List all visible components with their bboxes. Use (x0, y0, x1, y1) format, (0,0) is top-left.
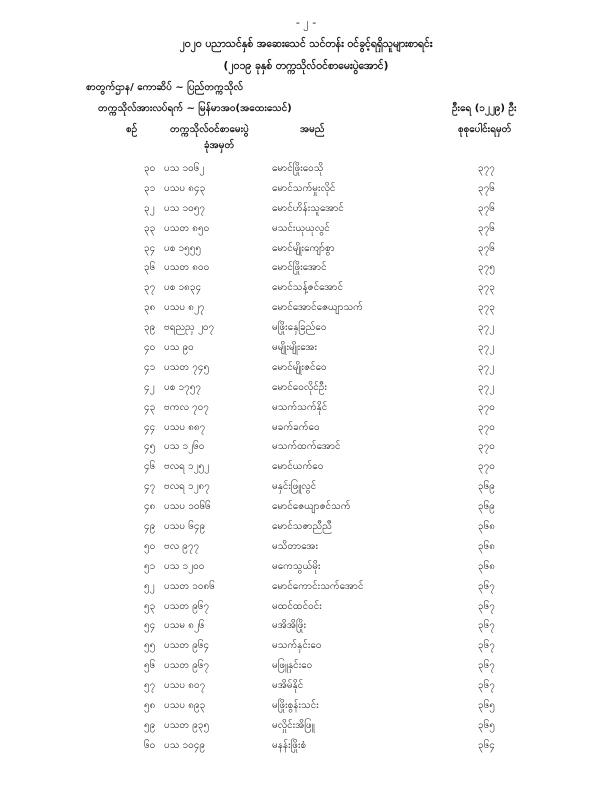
table-row (0, 300, 612, 320)
total-score: ၃၇၀ (478, 421, 495, 433)
row-number: ၄၅ (144, 441, 156, 453)
roll-number: ဗလရ ၁၂၈၇ (164, 481, 210, 493)
row-number: ၃၉ (144, 322, 156, 334)
table-row (0, 499, 612, 519)
total-score: ၃၇၂ (478, 381, 495, 393)
table-row (0, 738, 612, 758)
total-score: ၃၇၂ (478, 361, 495, 373)
candidate-name: မောင်သဇာညီညီ (272, 521, 332, 533)
total-score: ၃၆၄ (478, 739, 495, 751)
candidate-name: မောင်ကောင်းသက်အောင် (272, 580, 364, 592)
table-row (0, 181, 612, 201)
row-number: ၄၃ (144, 401, 156, 413)
roll-number: ပသ ၁၂၆၀ (164, 441, 205, 453)
table-row (0, 280, 612, 300)
table-row (0, 221, 612, 241)
total-score: ၃၇၅ (478, 262, 495, 274)
candidate-name: မောင်ဖြိုးအောင် (272, 262, 327, 274)
candidate-name: မသက်သက်နိုင် (272, 401, 328, 413)
table-row (0, 459, 612, 479)
total-score: ၃၇၀ (478, 401, 495, 413)
candidate-name: မောင်ဝေလိုင်ဦး (272, 381, 327, 393)
candidate-name: မသင်းယုယုလွင် (272, 222, 330, 234)
table-row (0, 539, 612, 559)
candidate-name: မခက်ခက်ဝေ (272, 421, 320, 433)
total-score: ၃၇၆ (478, 202, 495, 214)
row-number: ၃၆ (144, 262, 156, 274)
table-row (0, 360, 612, 380)
table-row (0, 658, 612, 678)
column-header-score: စုစုပေါင်းရမှတ် (458, 124, 512, 135)
candidate-name: မသက်ထက်အောင် (272, 441, 341, 453)
total-score: ၃၆၈ (478, 560, 495, 572)
roll-number: ပသ ၁၀၄၉ (164, 739, 206, 751)
total-score: ၃၆၉ (478, 501, 495, 513)
total-score: ၃၇၀ (478, 441, 495, 453)
table-row (0, 201, 612, 221)
table-row (0, 320, 612, 340)
table-row (0, 479, 612, 499)
roll-number: ပသတ ၇၄၅ (164, 361, 210, 373)
document-title: ၂၀၂၀ ပညာသင်နှစ် အဆေးသေင် သင်တန်း ဝင်ခွင့်ရရှိသူများစာရင်း (179, 38, 433, 50)
candidate-name: မအိအိဖြိုး (272, 620, 307, 632)
roll-number: ပသတ ၈၅၀ (164, 222, 210, 234)
candidate-name: မဖြူနှင်းဝေ (272, 660, 313, 672)
total-score: ၃၆၇ (478, 640, 495, 652)
row-number: ၅၇ (144, 680, 156, 692)
roll-number: ပသ ၁၀၆၂ (164, 163, 205, 174)
total-score: ၃၆၇ (478, 600, 495, 612)
roll-number: ပသပ ၈၈၇ (164, 421, 206, 433)
candidate-name: မမျိုးမျိုးအေး (272, 342, 318, 354)
roll-number: ပသပ ၆၄၉ (164, 521, 206, 533)
total-score: ၃၆၅ (478, 719, 495, 731)
table-row (0, 559, 612, 579)
total-score: ၃၇၆ (478, 222, 495, 234)
table-row (0, 718, 612, 738)
candidate-name: မောင်ဖြိုးဝေသို (272, 163, 324, 174)
candidate-name: မောင်မျိုးကျော်စွာ (272, 242, 335, 254)
total-score: ၃၇၆ (478, 242, 495, 254)
roll-number: ဗလ ၉၇၇ (164, 540, 200, 552)
table-row (0, 599, 612, 619)
roll-number: ပသပ ၈၂၇ (164, 302, 205, 314)
roll-number: ပသပ ၈၉၃ (164, 700, 206, 712)
total-score: ၃၇၆ (478, 182, 495, 194)
candidate-name: မောင်ယက်ဝေ (272, 461, 324, 473)
table-row (0, 340, 612, 360)
table-row (0, 579, 612, 599)
roll-number: ဗရညညှ ၂၀၇ (164, 322, 215, 334)
row-number: ၄၁ (144, 361, 156, 373)
candidate-name: မနန်းဖြိုးစံ (272, 739, 307, 751)
row-number: ၃၄ (144, 242, 156, 254)
roll-number: ပသတ ၉၆၇ (164, 600, 210, 612)
roll-number: ပသတ ၈၀၀ (164, 262, 210, 274)
row-number: ၅၁ (144, 560, 156, 572)
candidate-name: မထင်ထင်ဝင်း (272, 600, 322, 612)
total-score: ၃၆၈ (478, 521, 495, 533)
column-header-roll: တက္ကသိုလ်ဝင်စာမေးပွဲ (170, 124, 249, 135)
table-row (0, 678, 612, 698)
candidate-name: မောင်အောင်ဇေယျာသက် (272, 302, 363, 314)
candidate-name: မနှင်းဖြူလွင် (272, 481, 317, 493)
roll-number: ပသ ၁၂၀၀ (164, 560, 205, 572)
document-subtitle: (၂၀၁၉ ခုနှစ် တက္ကသိုလ်ဝင်စာမေးပွဲအောင်) (223, 60, 389, 72)
roll-number: ပသတ ၉၃၅ (164, 719, 210, 731)
candidate-name: မောင်မျိုးဇင်ဝေ (272, 361, 327, 373)
row-number: ၆၀ (144, 739, 156, 751)
table-row (0, 241, 612, 261)
roll-number: ပသတ ၁၀၈၆ (164, 580, 215, 592)
total-score: ၃၆၇ (478, 680, 495, 692)
roll-number: ပသ ၁၀၅၇ (164, 202, 206, 214)
table-row (0, 638, 612, 658)
candidate-name: မသိတာအေး (272, 540, 318, 552)
row-number: ၄၇ (144, 481, 156, 493)
roll-number: ပသပ ၁၀၆၆ (164, 501, 211, 513)
total-score: ၃၇၃ (478, 302, 495, 314)
candidate-name: မလှိုင်းအိဖြူ (272, 719, 315, 731)
total-score: ၃၆၇ (478, 580, 495, 592)
table-row (0, 519, 612, 539)
table-row (0, 400, 612, 420)
row-number: ၅၈ (144, 700, 156, 712)
row-number: ၄၆ (144, 461, 156, 473)
roll-number: ပသပ ၈၄၃ (164, 182, 206, 194)
row-number: ၅၀ (144, 540, 156, 552)
total-score: ၃၇၂ (478, 342, 495, 354)
candidate-name: မဖြိုးနှေခြည်ဝေ (272, 322, 327, 334)
row-number: ၄၀ (144, 342, 156, 354)
total-score: ၃၆၅ (478, 700, 495, 712)
exam-centre-line: စာတွက်ဌာန/ ကောဆိပ် ~ ပြည်တက္ကသိုလ် (86, 82, 243, 93)
row-number: ၃၃ (144, 222, 156, 234)
row-number: ၃၈ (144, 302, 156, 314)
total-score: ၃၇၇ (478, 163, 495, 174)
row-number: ၄၄ (144, 421, 156, 433)
candidate-name: မသက်နှင်းဝေ (272, 640, 322, 652)
total-score: ၃၆၇ (478, 620, 495, 632)
roll-number: ပစ ၁၇၅၇ (164, 381, 202, 393)
candidate-name: မကေသွယ်မိုး (272, 560, 321, 572)
roll-number: ပသတ ၉၆၇ (164, 660, 210, 672)
table-row (0, 161, 612, 181)
table-row (0, 420, 612, 440)
roll-number: ဗလရ ၁၂၅၂ (164, 461, 210, 473)
roll-number: ပသ ၉၀ (164, 342, 194, 354)
total-score: ၃၆၉ (478, 481, 495, 493)
table-row (0, 439, 612, 459)
total-score: ၃၆၈ (478, 540, 495, 552)
total-count: ဦးရေ (၁၂၂၉) ဦး (452, 103, 517, 114)
column-header-name: အမည် (300, 124, 325, 135)
candidate-name: မောင်သန့်ဇင်အောင် (272, 282, 344, 294)
table-row (0, 618, 612, 638)
row-number: ၃၇ (144, 282, 156, 294)
candidate-name: မောင်သက်မှုးလိုင် (272, 182, 336, 194)
table-row (0, 380, 612, 400)
column-header-no: စဉ် (126, 124, 138, 135)
row-number: ၄၂ (144, 381, 155, 393)
candidate-name: မောင်ဇေယျာဇင်သက် (272, 501, 351, 513)
roll-number: ဗကလ ၇၀၇ (164, 401, 209, 413)
row-number: ၅၄ (144, 620, 156, 632)
candidate-name: မဖြိုးစွန်းသင်း (272, 700, 319, 712)
total-score: ၃၇၀ (478, 461, 495, 473)
total-score: ၃၇၃ (478, 282, 495, 294)
candidate-name: မအိမ်နိုင် (272, 680, 304, 692)
roll-number: ပသမ ၈၂၆ (164, 620, 205, 632)
row-number: ၅၆ (144, 660, 156, 672)
row-number: ၅၂ (144, 580, 155, 592)
roll-number: ပစ ၁၈၃၄ (164, 282, 202, 294)
table-row (0, 698, 612, 718)
row-number: ၄၉ (144, 521, 156, 533)
row-number: ၃၁ (144, 182, 156, 194)
row-number: ၅၃ (144, 600, 156, 612)
row-number: ၄၈ (144, 501, 156, 513)
row-number: ၃၀ (144, 163, 156, 174)
column-header-roll-sub: ခုံအမှတ် (204, 140, 235, 151)
roll-number: ပသပ ၈၀၇ (164, 680, 206, 692)
total-score: ၃၇၂ (478, 322, 495, 334)
total-score: ၃၆၇ (478, 660, 495, 672)
results-table (0, 161, 612, 758)
course-line: တက္ကသိုလ်အားလပ်ရက် ~ မြန်မာအဝ(အထေးသေင်) (98, 103, 292, 114)
roll-number: ပသတ ၉၆၄ (164, 640, 210, 652)
row-number: ၅၉ (144, 719, 156, 731)
candidate-name: မောင်ဟိန်းသူအောင် (272, 202, 344, 214)
roll-number: ပစ ၁၅၅၅ (164, 242, 202, 254)
row-number: ၃၂ (144, 202, 155, 214)
page-number: - ၂ - (295, 16, 317, 29)
table-row (0, 260, 612, 280)
row-number: ၅၅ (144, 640, 156, 652)
